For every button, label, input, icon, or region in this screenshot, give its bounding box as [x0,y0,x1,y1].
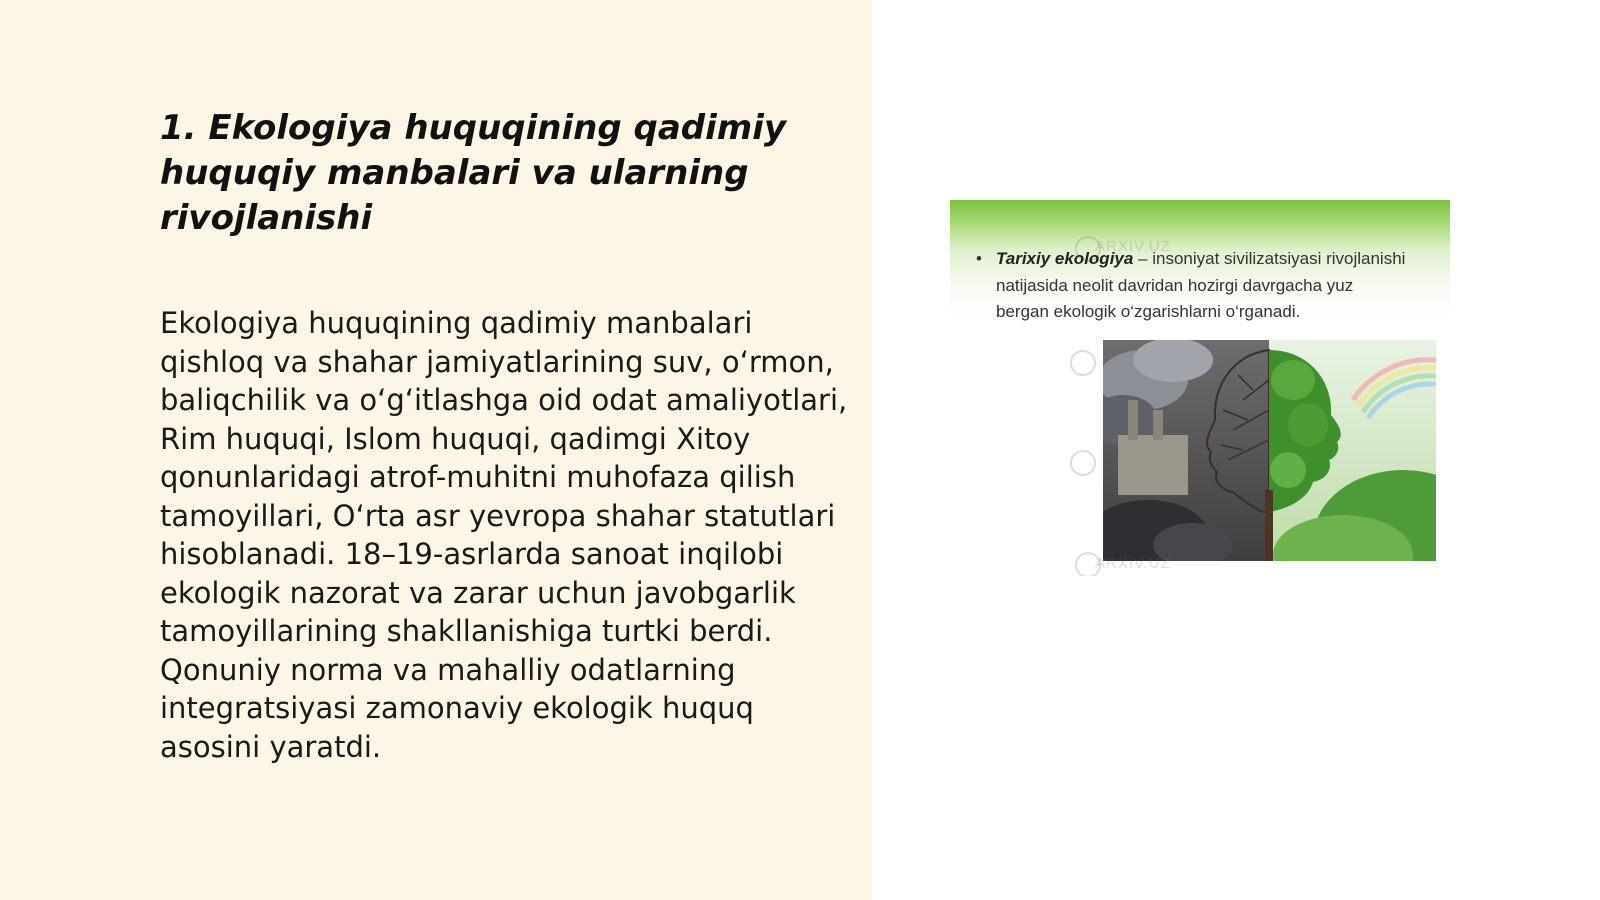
polluted-vs-green-tree-head-icon [1103,340,1436,561]
embedded-slide-image [950,200,1450,576]
bullet-content [970,246,1410,326]
bullet-icon: • [976,249,982,268]
watermark-bottom: ARXIV.UZ [1095,555,1171,572]
bullet-term: Tarixiy ekologiya [996,249,1134,268]
slide-body-text: Ekologiya huquqining qadimiy manbalari qishloq va shahar jamiyatlarining suv, o‘rmon, baliqchilik va o‘g‘itlashga oid odat amaliyotlari, Rim huquqi, Islom huquqi, qadimgi Xitoy qonunlaridagi atrof-muhitni muhofaza qilish tamoyillari, O‘rta asr yevropa shahar statutlari hisoblanadi. 18–19-asrlarda sanoat inqilobi ekologik nazorat va zarar uchun javobgarlik tamoyillarining shakllanishiga turtki berdi. Qonuniy norma va mahalliy odatlarning integratsiyasi zamonaviy ekologik huquq asosini yaratdi. [160,306,848,764]
watermark-circle-icon [1070,350,1096,376]
watermark-top: ARXIV.UZ [1095,238,1171,255]
watermark-circle-icon [1070,450,1096,476]
embedded-bullet-text [970,246,1410,326]
watermark-circle-icon [1075,552,1101,576]
slide-title: 1. Ekologiya huquqining qadimiy huquqiy manbalari va ularning rivojlanishi [160,108,787,238]
bullet-definition: – insoniyat sivilizatsiyasi rivojlanishi natijasida neolit davridan hozirgi davrgacha yuz bergan ekologik o‘zgarishlarni o‘rganadi. [996,249,1406,321]
